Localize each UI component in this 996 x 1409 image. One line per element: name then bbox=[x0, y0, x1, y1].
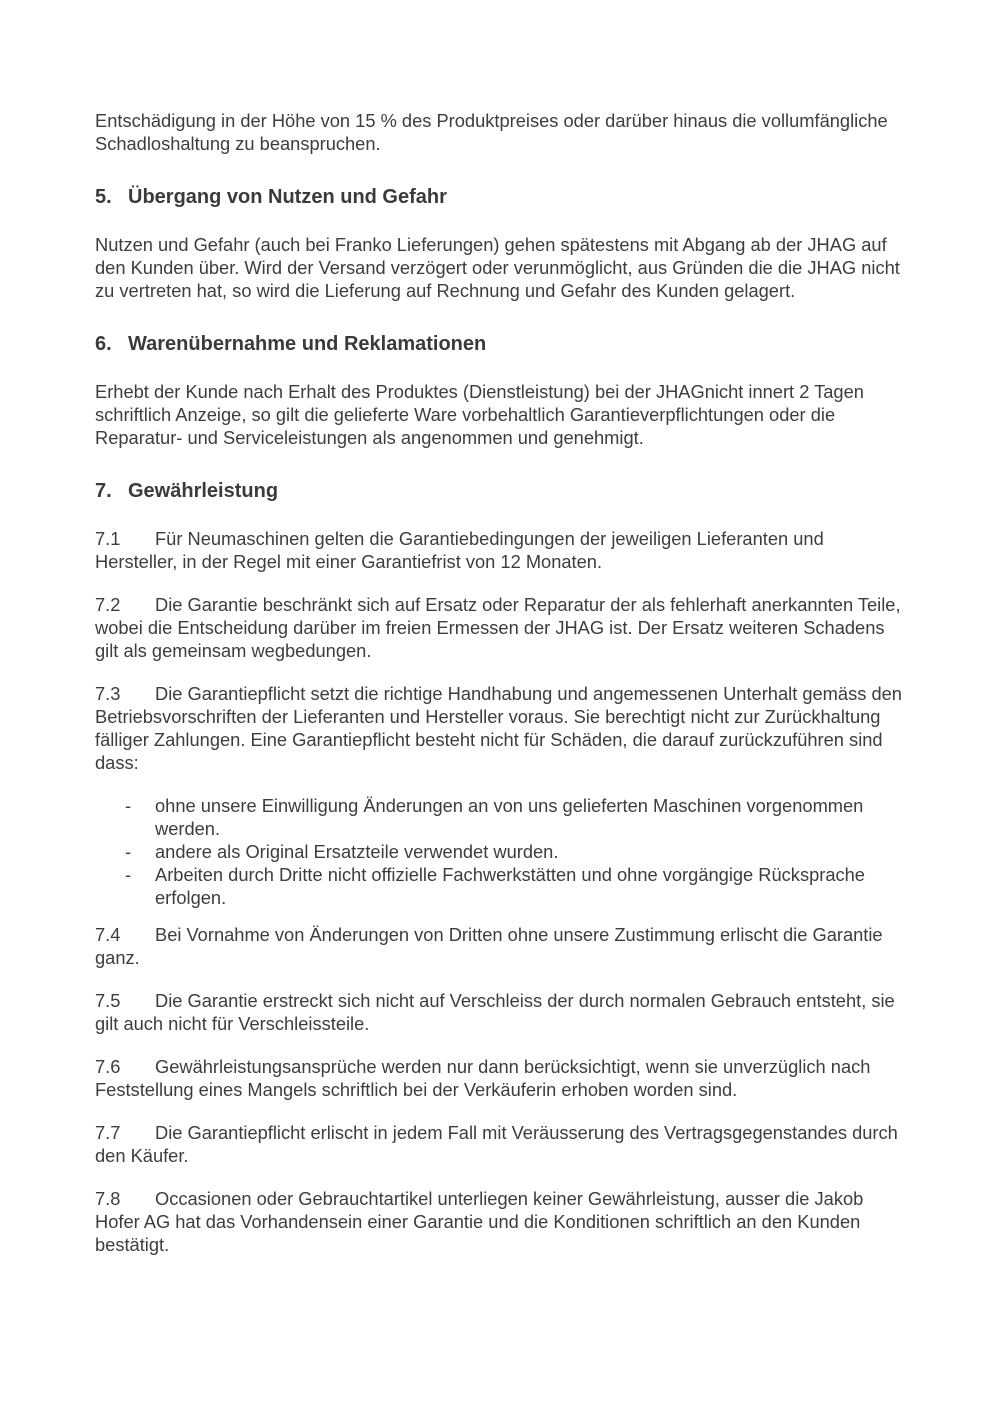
clause-7-5 bbox=[95, 989, 903, 1035]
clause-7-7 bbox=[95, 1121, 903, 1167]
clause-7-3-number: 7.3 bbox=[95, 683, 121, 704]
section-7-number: 7. bbox=[95, 480, 112, 502]
list-item bbox=[95, 840, 903, 863]
clause-7-3 bbox=[95, 682, 903, 774]
clause-7-8 bbox=[95, 1187, 903, 1256]
clause-7-5-text: Die Garantie erstreckt sich nicht auf Verschleiss der durch normalen Gebrauch entsteht, sie gilt auch nicht für Verschleissteile. bbox=[95, 990, 895, 1034]
clause-7-8-number: 7.8 bbox=[95, 1188, 121, 1209]
dash-marker: - bbox=[125, 795, 132, 816]
list-item-text: ohne unsere Einwilligung Änderungen an von uns gelieferten Maschinen vorgenommen werden. bbox=[155, 795, 864, 839]
clause-7-3-text: Die Garantiepflicht setzt die richtige Handhabung und angemessenen Unterhalt gemäss den Betriebsvorschriften der Lieferanten und Hersteller voraus. Sie berechtigt nicht zur Zurückhaltung fälliger Zahlungen. Eine Garantiepflicht besteht nicht für Schäden, die darauf zurückzuführen sind dass: bbox=[95, 683, 902, 773]
clause-7-6-number: 7.6 bbox=[95, 1056, 121, 1077]
clause-7-1 bbox=[95, 527, 903, 573]
clause-7-7-number: 7.7 bbox=[95, 1122, 121, 1143]
clause-7-2-number: 7.2 bbox=[95, 594, 121, 615]
clause-7-4-text: Bei Vornahme von Änderungen von Dritten ohne unsere Zustimmung erlischt die Garantie ganz. bbox=[95, 924, 883, 968]
section-5-paragraph: Nutzen und Gefahr (auch bei Franko Lieferungen) gehen spätestens mit Abgang ab der JHAG auf den Kunden über. Wird der Versand verzögert oder verunmöglicht, aus Gründen die die JHAG nicht zu vertreten hat, so wird die Lieferung auf Rechnung und Gefahr des Kunden gelagert. bbox=[95, 234, 900, 301]
dash-marker: - bbox=[125, 864, 132, 885]
section-5-title: Übergang von Nutzen und Gefahr bbox=[128, 186, 447, 208]
clause-7-2-text: Die Garantie beschränkt sich auf Ersatz oder Reparatur der als fehlerhaft anerkannten Teile, wobei die Entscheidung darüber im freien Ermessen der JHAG ist. Der Ersatz weiteren Schadens gilt als gemeinsam wegbedungen. bbox=[95, 594, 901, 661]
section-6-paragraph: Erhebt der Kunde nach Erhalt des Produktes (Dienstleistung) bei der JHAGnicht innert 2 Tagen schriftlich Anzeige, so gilt die gelieferte Ware vorbehaltlich Garantieverpflichtungen oder die Reparatur- und Serviceleistungen als angenommen und genehmigt. bbox=[95, 381, 864, 448]
clause-7-3-exclusion-list bbox=[95, 794, 903, 909]
clause-7-4 bbox=[95, 923, 903, 969]
clause-7-1-text: Für Neumaschinen gelten die Garantiebedingungen der jeweiligen Lieferanten und Hersteller, in der Regel mit einer Garantiefrist von 12 Monaten. bbox=[95, 528, 824, 572]
clause-7-1-number: 7.1 bbox=[95, 528, 121, 549]
intro-paragraph: Entschädigung in der Höhe von 15 % des Produktpreises oder darüber hinaus die vollumfängliche Schadloshaltung zu beanspruchen. bbox=[95, 110, 888, 154]
section-5-number: 5. bbox=[95, 186, 112, 208]
dash-marker: - bbox=[125, 841, 132, 862]
list-item-text: Arbeiten durch Dritte nicht offizielle Fachwerkstätten und ohne vorgängige Rücksprache erfolgen. bbox=[155, 864, 865, 908]
list-item bbox=[95, 794, 903, 840]
section-7-title: Gewährleistung bbox=[128, 480, 279, 502]
list-item bbox=[95, 863, 903, 909]
clause-7-6 bbox=[95, 1055, 903, 1101]
clause-7-4-number: 7.4 bbox=[95, 924, 121, 945]
section-7-heading bbox=[95, 479, 903, 503]
clause-7-6-text: Gewährleistungsansprüche werden nur dann berücksichtigt, wenn sie unverzüglich nach Feststellung eines Mangels schriftlich bei der Verkäuferin erhoben worden sind. bbox=[95, 1056, 871, 1100]
clause-7-2 bbox=[95, 593, 903, 662]
clause-7-8-text: Occasionen oder Gebrauchtartikel unterliegen keiner Gewährleistung, ausser die Jakob Hofer AG hat das Vorhandensein einer Garantie und die Konditionen schriftlich an den Kunden bestätigt. bbox=[95, 1188, 864, 1255]
section-6-number: 6. bbox=[95, 333, 112, 355]
clause-7-7-text: Die Garantiepflicht erlischt in jedem Fall mit Veräusserung des Vertragsgegenstandes durch den Käufer. bbox=[95, 1122, 898, 1166]
section-6-title: Warenübernahme und Reklamationen bbox=[128, 333, 487, 355]
section-6-heading bbox=[95, 332, 903, 356]
section-5-heading bbox=[95, 185, 903, 209]
list-item-text: andere als Original Ersatzteile verwendet wurden. bbox=[155, 841, 559, 862]
clause-7-5-number: 7.5 bbox=[95, 990, 121, 1011]
